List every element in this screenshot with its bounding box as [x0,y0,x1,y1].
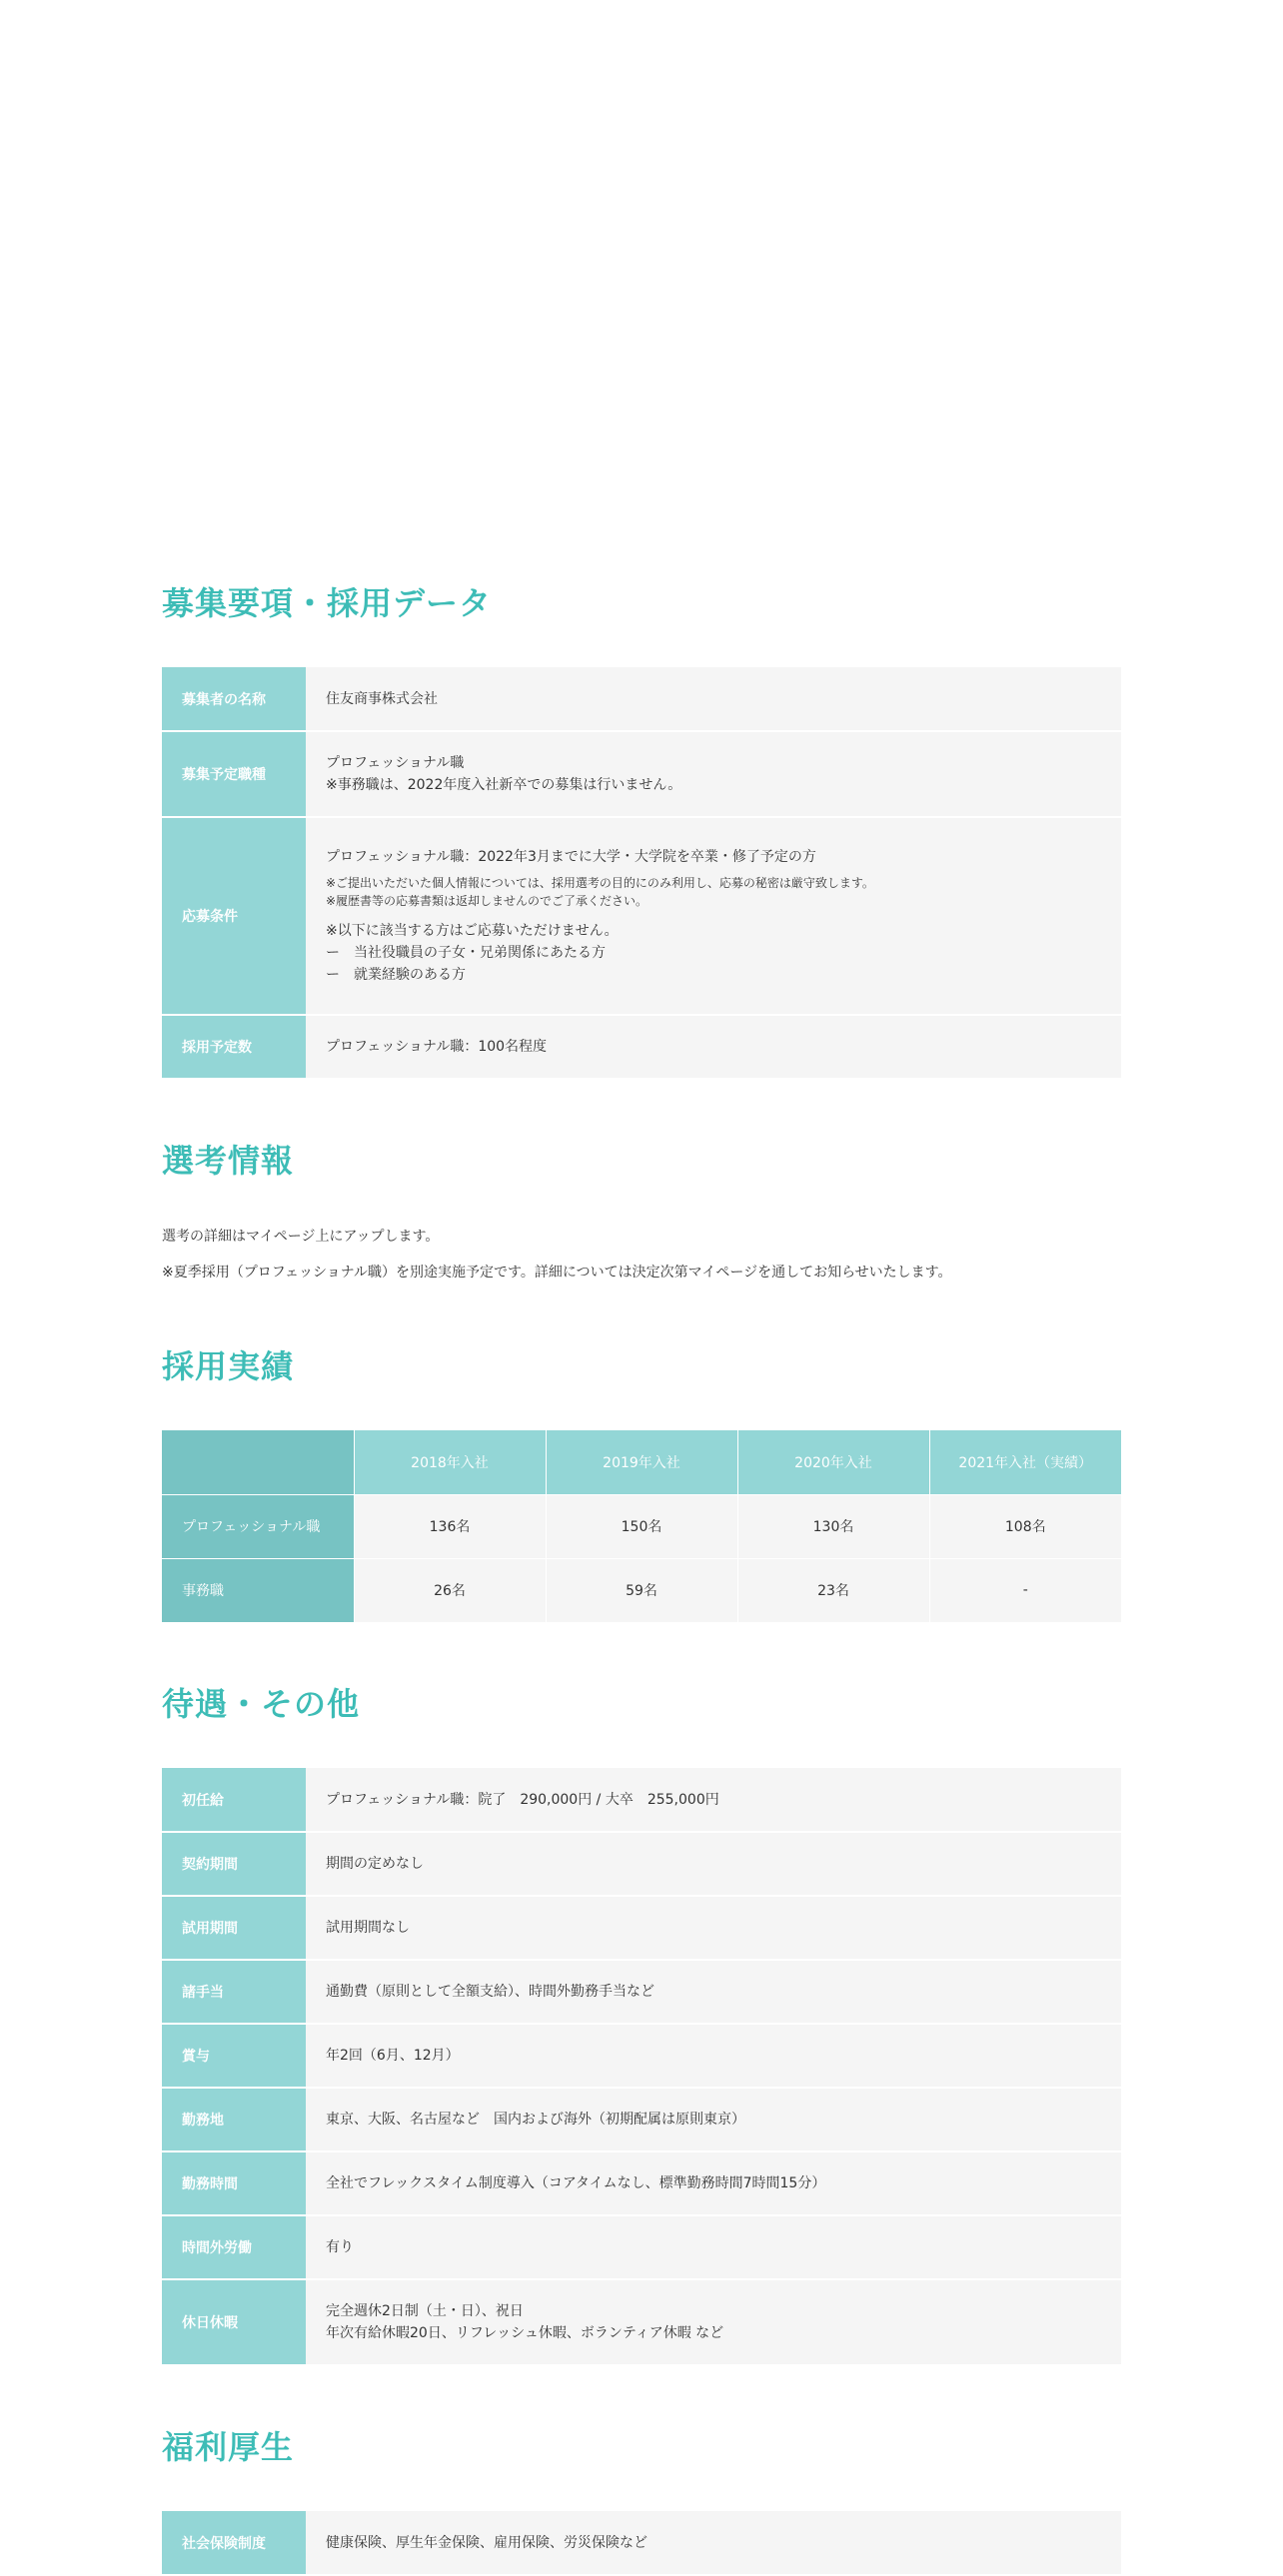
section-title-results: 採用実績 [162,1347,295,1385]
table-row [162,667,1121,731]
table-row [162,2511,1121,2575]
table-header-row [162,1430,1121,1494]
row-label: 諸手当 [162,1960,306,2024]
value-line: ※以下に該当する方はご応募いただけません。 [326,923,619,939]
selection-note: ※夏季採用（プロフェッショナル職）を別途実施予定です。詳細については決定次第マイページを通してお知らせいたします。 [162,1265,952,1281]
note-line: ※ご提出いただいた個人情報については、採用選考の目的にのみ利用し、応募の秘密は厳守致します。 [326,876,874,890]
table-cell: - [929,1558,1121,1622]
table-row [162,1768,1121,1832]
row-value [306,2279,1121,2365]
row-value: 有り [306,2215,1121,2279]
row-value: 通勤費（原則として全額支給）、時間外勤務手当など [306,1960,1121,2024]
table-row [162,2215,1121,2279]
row-label: 募集予定職種 [162,731,306,817]
section-title-selection: 選考情報 [162,1142,295,1180]
row-value: 東京、大阪、名古屋など 国内および海外（初期配属は原則東京） [306,2088,1121,2151]
row-label: 試用期間 [162,1896,306,1960]
row-label: 時間外労働 [162,2215,306,2279]
row-label: 社会保険制度 [162,2511,306,2575]
row-label: 勤務地 [162,2088,306,2151]
table-cell: 136名 [354,1494,546,1558]
table-row [162,2024,1121,2088]
column-header: 2020年入社 [737,1430,929,1494]
row-value: 住友商事株式会社 [306,667,1121,731]
table-cell: 26名 [354,1558,546,1622]
table-row [162,1960,1121,2024]
row-value [306,731,1121,817]
selection-text: 選考の詳細はマイページ上にアップします。 [162,1229,440,1245]
column-header: 2018年入社 [354,1430,546,1494]
section-title-welfare: 福利厚生 [162,2428,295,2466]
table-cell: 108名 [929,1494,1121,1558]
row-value: 期間の定めなし [306,1832,1121,1896]
table-cell: 150名 [546,1494,737,1558]
row-label: 事務職 [162,1558,354,1622]
row-value: プロフェッショナル職：100名程度 [306,1015,1121,1079]
row-value: 年2回（6月、12月） [306,2024,1121,2088]
row-value: 試用期間なし [306,1896,1121,1960]
column-header: 2021年入社（実績） [929,1430,1121,1494]
section-title-requirements: 募集要項・採用データ [162,584,493,622]
treatment-table [162,1768,1121,2366]
row-label: 契約期間 [162,1832,306,1896]
table-cell: 23名 [737,1558,929,1622]
value-line: プロフェッショナル職 [326,755,465,771]
table-row [162,1015,1121,1079]
row-value: プロフェッショナル職：院了 290,000円 / 大卒 255,000円 [306,1768,1121,1832]
value-line: プロフェッショナル職：2022年3月までに大学・大学院を卒業・修了予定の方 [326,849,816,865]
row-label: 初任給 [162,1768,306,1832]
table-row [162,731,1121,817]
row-label: 応募条件 [162,817,306,1015]
column-header: 2019年入社 [546,1430,737,1494]
section-title-treatment: 待遇・その他 [162,1685,361,1723]
table-cell: 59名 [546,1558,737,1622]
value-line: 完全週休2日制（土・日）、祝日 [326,2303,524,2319]
results-table [162,1430,1121,1623]
row-label: プロフェッショナル職 [162,1494,354,1558]
row-value: 健康保険、厚生年金保険、雇用保険、労災保険など [306,2511,1121,2575]
table-row [162,2279,1121,2365]
table-cell: 130名 [737,1494,929,1558]
table-row [162,1896,1121,1960]
requirements-table [162,667,1121,1080]
value-line: ー 当社役職員の子女・兄弟関係にあたる方 [326,945,606,961]
row-label: 休日休暇 [162,2279,306,2365]
note-line: ※履歴書等の応募書類は返却しませんのでご了承ください。 [326,894,648,908]
table-row [162,1494,1121,1558]
welfare-table [162,2511,1121,2576]
table-row [162,2088,1121,2151]
row-label: 賞与 [162,2024,306,2088]
value-line: 年次有給休暇20日、リフレッシュ休暇、ボランティア休暇 など [326,2325,724,2341]
row-label: 募集者の名称 [162,667,306,731]
row-label: 採用予定数 [162,1015,306,1079]
column-header [162,1430,354,1494]
table-row [162,2151,1121,2215]
table-row [162,1832,1121,1896]
value-line: ー 就業経験のある方 [326,967,466,983]
value-line: ※事務職は、2022年度入社新卒での募集は行いません。 [326,777,682,793]
table-row [162,1558,1121,1622]
row-value: 全社でフレックスタイム制度導入（コアタイムなし、標準勤務時間7時間15分） [306,2151,1121,2215]
row-value [306,817,1121,1015]
table-row [162,817,1121,1015]
row-label: 勤務時間 [162,2151,306,2215]
